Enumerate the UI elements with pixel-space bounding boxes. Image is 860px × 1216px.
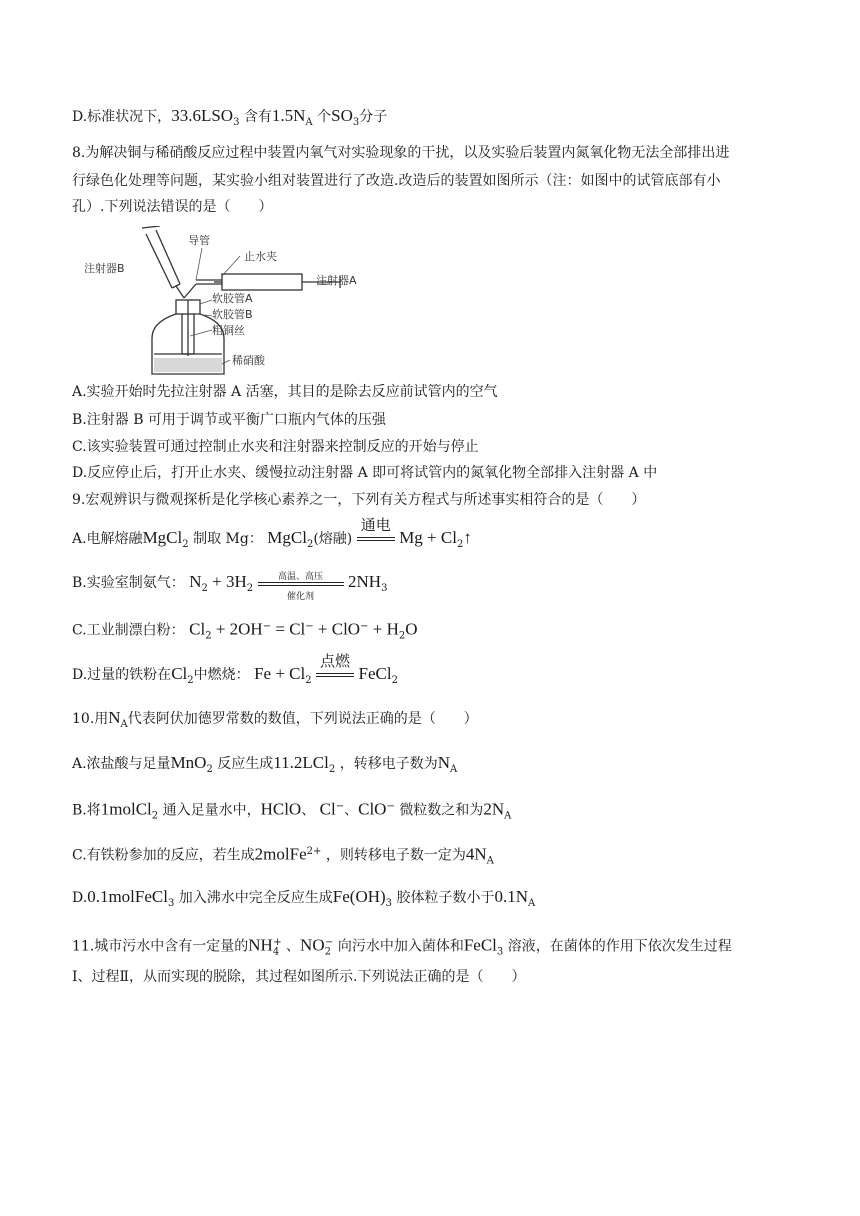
- label-syringe-b: 注射器B: [84, 262, 125, 275]
- q10-option-d: D.0.1molFeCl$_3$ 加入沸水中完全反应生成$Fe(OH)_3$ 胶体粒子数小于$0.1N_A$: [72, 887, 536, 909]
- q8-option-a: A.实验开始时先拉注射器 A 活塞，其目的是除去反应前试管内的空气: [72, 384, 498, 400]
- q8-stem-line2: 行绿色化处理等问题，某实验小组对装置进行了改造.改造后的装置如图所示（注：如图中的试管底部有小: [72, 173, 721, 189]
- label-acid: 稀硝酸: [232, 354, 265, 367]
- q8-stem-line3: 孔）.下列说法错误的是（ ）: [72, 199, 273, 215]
- q10-option-c: C.有铁粉参加的反应，若生成2molFe$^{2+}$ ，则转移电子数一定为$4N_A$: [72, 844, 494, 867]
- label-tube: 导管: [188, 234, 210, 247]
- label-syringe-a: 注射器A: [316, 274, 357, 287]
- apparatus-figure: [72, 226, 372, 378]
- q11-stem-line2: Ⅰ、过程Ⅱ，从而实现的脱除，其过程如图所示.下列说法正确的是（ ）: [72, 969, 526, 985]
- q9-option-d: D.过量的铁粉在$Cl_2$中燃烧： $Fe + Cl_2$ 点燃 FeCl$_2$: [72, 652, 398, 686]
- q9-stem: 9.宏观辨识与微观探析是化学核心素养之一，下列有关方程式与所述事实相符合的是（ ）: [72, 492, 646, 508]
- label-copper: 粗铜丝: [212, 324, 245, 337]
- q10-stem: 10.用$N_A$代表阿伏加德罗常数的数值，下列说法正确的是（ ）: [72, 708, 478, 730]
- q8-option-d: D.反应停止后，打开止水夹、缓慢拉动注射器 A 即可将试管内的氮氧化物全部排入注射器 A 中: [72, 465, 658, 481]
- q9-option-a: A.电解熔融MgCl$_2$ 制取 Mg： MgCl$_2$(熔融) 通电 $Mg + Cl_2↑$: [72, 516, 472, 550]
- q11-stem-line1: 11.城市污水中含有一定量的$NH_4^+$ 、$NO_2^-$ 向污水中加入菌体和FeCl$_3$ 溶液，在菌体的作用下依次发生过程: [72, 935, 732, 958]
- q8-option-c: C.该实验装置可通过控制止水夹和注射器来控制反应的开始与停止: [72, 439, 479, 455]
- label-hose-a: 软胶管A: [212, 292, 253, 305]
- label-clamp: 止水夹: [244, 250, 277, 263]
- q7-option-d: D.标准状况下，$33.6LSO_3$ 含有$1.5N_A$ 个$SO_3$分子: [72, 106, 388, 128]
- q8-option-b: B.注射器 B 可用于调节或平衡广口瓶内气体的压强: [72, 412, 386, 428]
- syringe-b: [142, 226, 184, 298]
- label-hose-b: 软胶管B: [212, 308, 253, 321]
- q8-stem-line1: 8.为解决铜与稀硝酸反应过程中装置内氧气对实验现象的干扰，以及实验后装置内氮氧化物无法全部排出进: [72, 145, 730, 161]
- q10-option-b: B.将1molCl$_2$ 通入足量水中，HClO、 Cl−、ClO− 微粒数之和为$2N_A$: [72, 799, 512, 822]
- q9-option-c: C.工业制漂白粉： $Cl_2 + 2OH^- = Cl^- + ClO^- + H_2O$: [72, 619, 418, 642]
- q9-option-b: B.实验室制氨气： $N_2 + 3H_2$ 高温、高压 催化剂 $2NH_3$: [72, 572, 388, 602]
- q10-option-a: A.浓盐酸与足量MnO$_2$ 反应生成11.2LCl$_2$ ，转移电子数为$N_A$: [72, 753, 458, 775]
